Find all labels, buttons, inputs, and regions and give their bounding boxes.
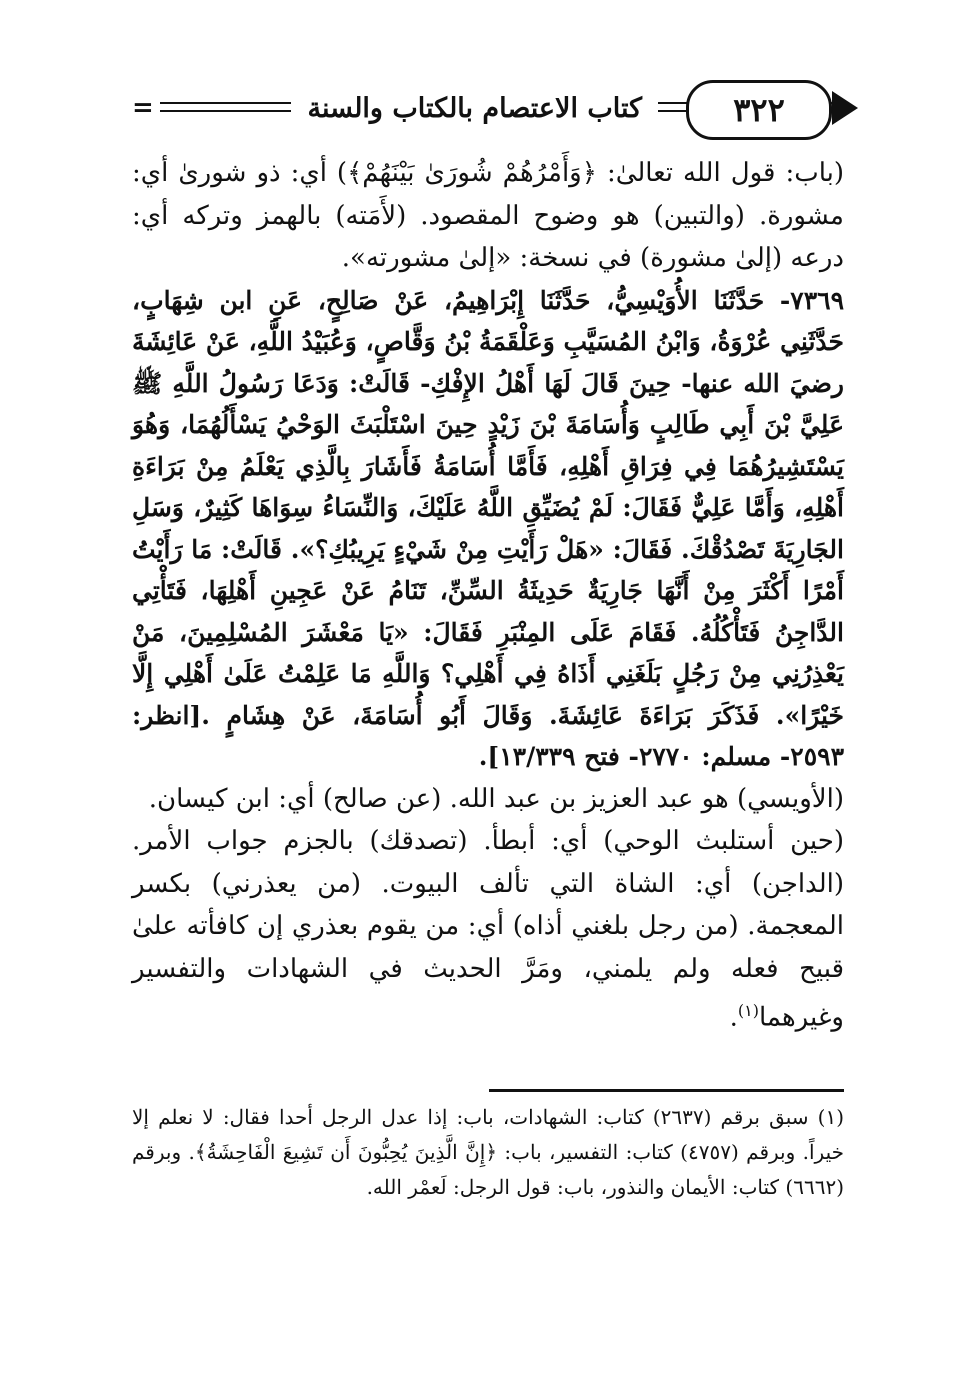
footnote-separator [489,1089,844,1092]
page-header [128,80,848,142]
footnote-ref[interactable]: (١) [737,1001,759,1020]
main-text [132,152,844,1039]
hadith-text: ٧٣٦٩- حَدَّثَنَا الأُوَيْسِيُّ، حَدَّثَنَا إِبْرَاهِيمُ، عَنْ صَالِحٍ، عَنِ ابن شِهَابٍ، حَدَّثَنِي عُرْوَةُ، وَابْنُ المُسَيَّبِ وَعَلْقَمَةُ بْنُ وَقَّاصٍ، وَعُبَيْدُ اللَّهِ، عَنْ عَائِشَةَ رضيَ الله عنها- حِينَ قَالَ لَهَا أَهْلُ الإِفْكِ- قَالَتْ: وَدَعَا رَسُولُ اللَّهِ ﷺ عَلِيَّ بْنَ أَبِي طَالِبٍ وَأُسَامَةَ بْنَ زَيْدٍ حِينَ اسْتَلْبَثَ الوَحْيُ يَسْأَلُهُمَا، وَهُوَ يَسْتَشِيرُهُمَا فِي فِرَاقِ أَهْلِهِ، فَأَمَّا أُسَامَةُ فَأَشَارَ بِالَّذِي يَعْلَمُ مِنْ بَرَاءَةِ أَهْلِهِ، وَأَمَّا عَلِيٌّ فَقَالَ: لَمْ يُضَيِّقِ اللَّهُ عَلَيْكَ، وَالنِّسَاءُ سِوَاهَا كَثِيرٌ، وَسَلِ الجَارِيَةَ تَصْدُقْكَ. فَقَالَ: «هَلْ رَأَيْتِ مِنْ شَيْءٍ يَرِيبُكِ؟». قَالَتْ: مَا رَأَيْتُ أَمْرًا أَكْثَرَ مِنْ أَنَّهَا جَارِيَةٌ حَدِيثَةُ السِّنِّ، تَنَامُ عَنْ عَجِينِ أَهْلِهَا، فَتَأْتِي الدَّاجِنُ فَتَأْكُلُهُ. فَقَامَ عَلَى المِنْبَرِ فَقَالَ: «يَا مَعْشَرَ المُسْلِمِينَ، مَنْ يَعْذِرُنِي مِنْ رَجُلٍ بَلَغَنِي أَذَاهُ فِي أَهْلِي؟ وَاللَّهِ مَا عَلِمْتُ عَلَىٰ أَهْلِي إِلَّا خَيْرًا». فَذَكَرَ بَرَاءَةَ عَائِشَةَ. وَقَالَ أَبُو أُسَامَةَ، عَنْ هِشَامٍ .[انظر: ٢٥٩٣- مسلم: ٢٧٧٠- فتح ١٣/٣٣٩]. [132,285,844,771]
commentary-paragraph [132,820,844,1039]
page-number-text: ٣٢٢ [733,91,785,129]
header-mark: = [126,86,160,130]
chapter-intro: (باب: قول الله تعالىٰ: ﴿وَأَمْرُهُمْ شُورَىٰ بَيْنَهُمْ﴾) أي: ذو شورىٰ أي: مشورة. (والتبين) هو وضوح المقصود. (لأَمَته) بالهمز وتركه أي: درعه (إلىٰ مشورة) في نسخة: «إلىٰ مشورته». [132,158,844,273]
header-ornament [832,91,858,125]
footnotes [132,1100,844,1205]
commentary-paragraph: (الأويسي) هو عبد العزيز بن عبد الله. (عن صالح) أي: ابن كيسان. [148,783,844,814]
commentary-text: (حين أستلبث الوحي) أي: أبطأ. (تصدقك) بالجزم جواب الأمر. (الداجن) أي: الشاة التي تألف البيوت. (من يعذرني) بكسر المعجمة. (من رجل بلغني أذاه) أي: من يقوم بعذري إن كافأته علىٰ قبيح فعله ولم يلمني، ومَرَّ الحديث في الشهادات والتفسير وغيرهما [132,826,844,1033]
book-title: كتاب الاعتصام بالكتاب والسنة [291,86,658,130]
footnote-item: (١) سبق برقم (٢٦٣٧) كتاب: الشهادات، باب: إذا عدل الرجل أحدا فقال: لا نعلم إلا خيراً. وبرقم (٤٧٥٧) كتاب: التفسير، باب: ﴿إِنَّ الَّذِينَ يُحِبُّونَ أَن تَشِيعَ الْفَاحِشَةُ﴾. وبرقم (٦٦٦٢) كتاب: الأيمان والنذور، باب: قول الرجل: لَعمْر الله. [132,1105,845,1199]
commentary-end: . [729,1002,738,1033]
page-number [686,80,832,140]
